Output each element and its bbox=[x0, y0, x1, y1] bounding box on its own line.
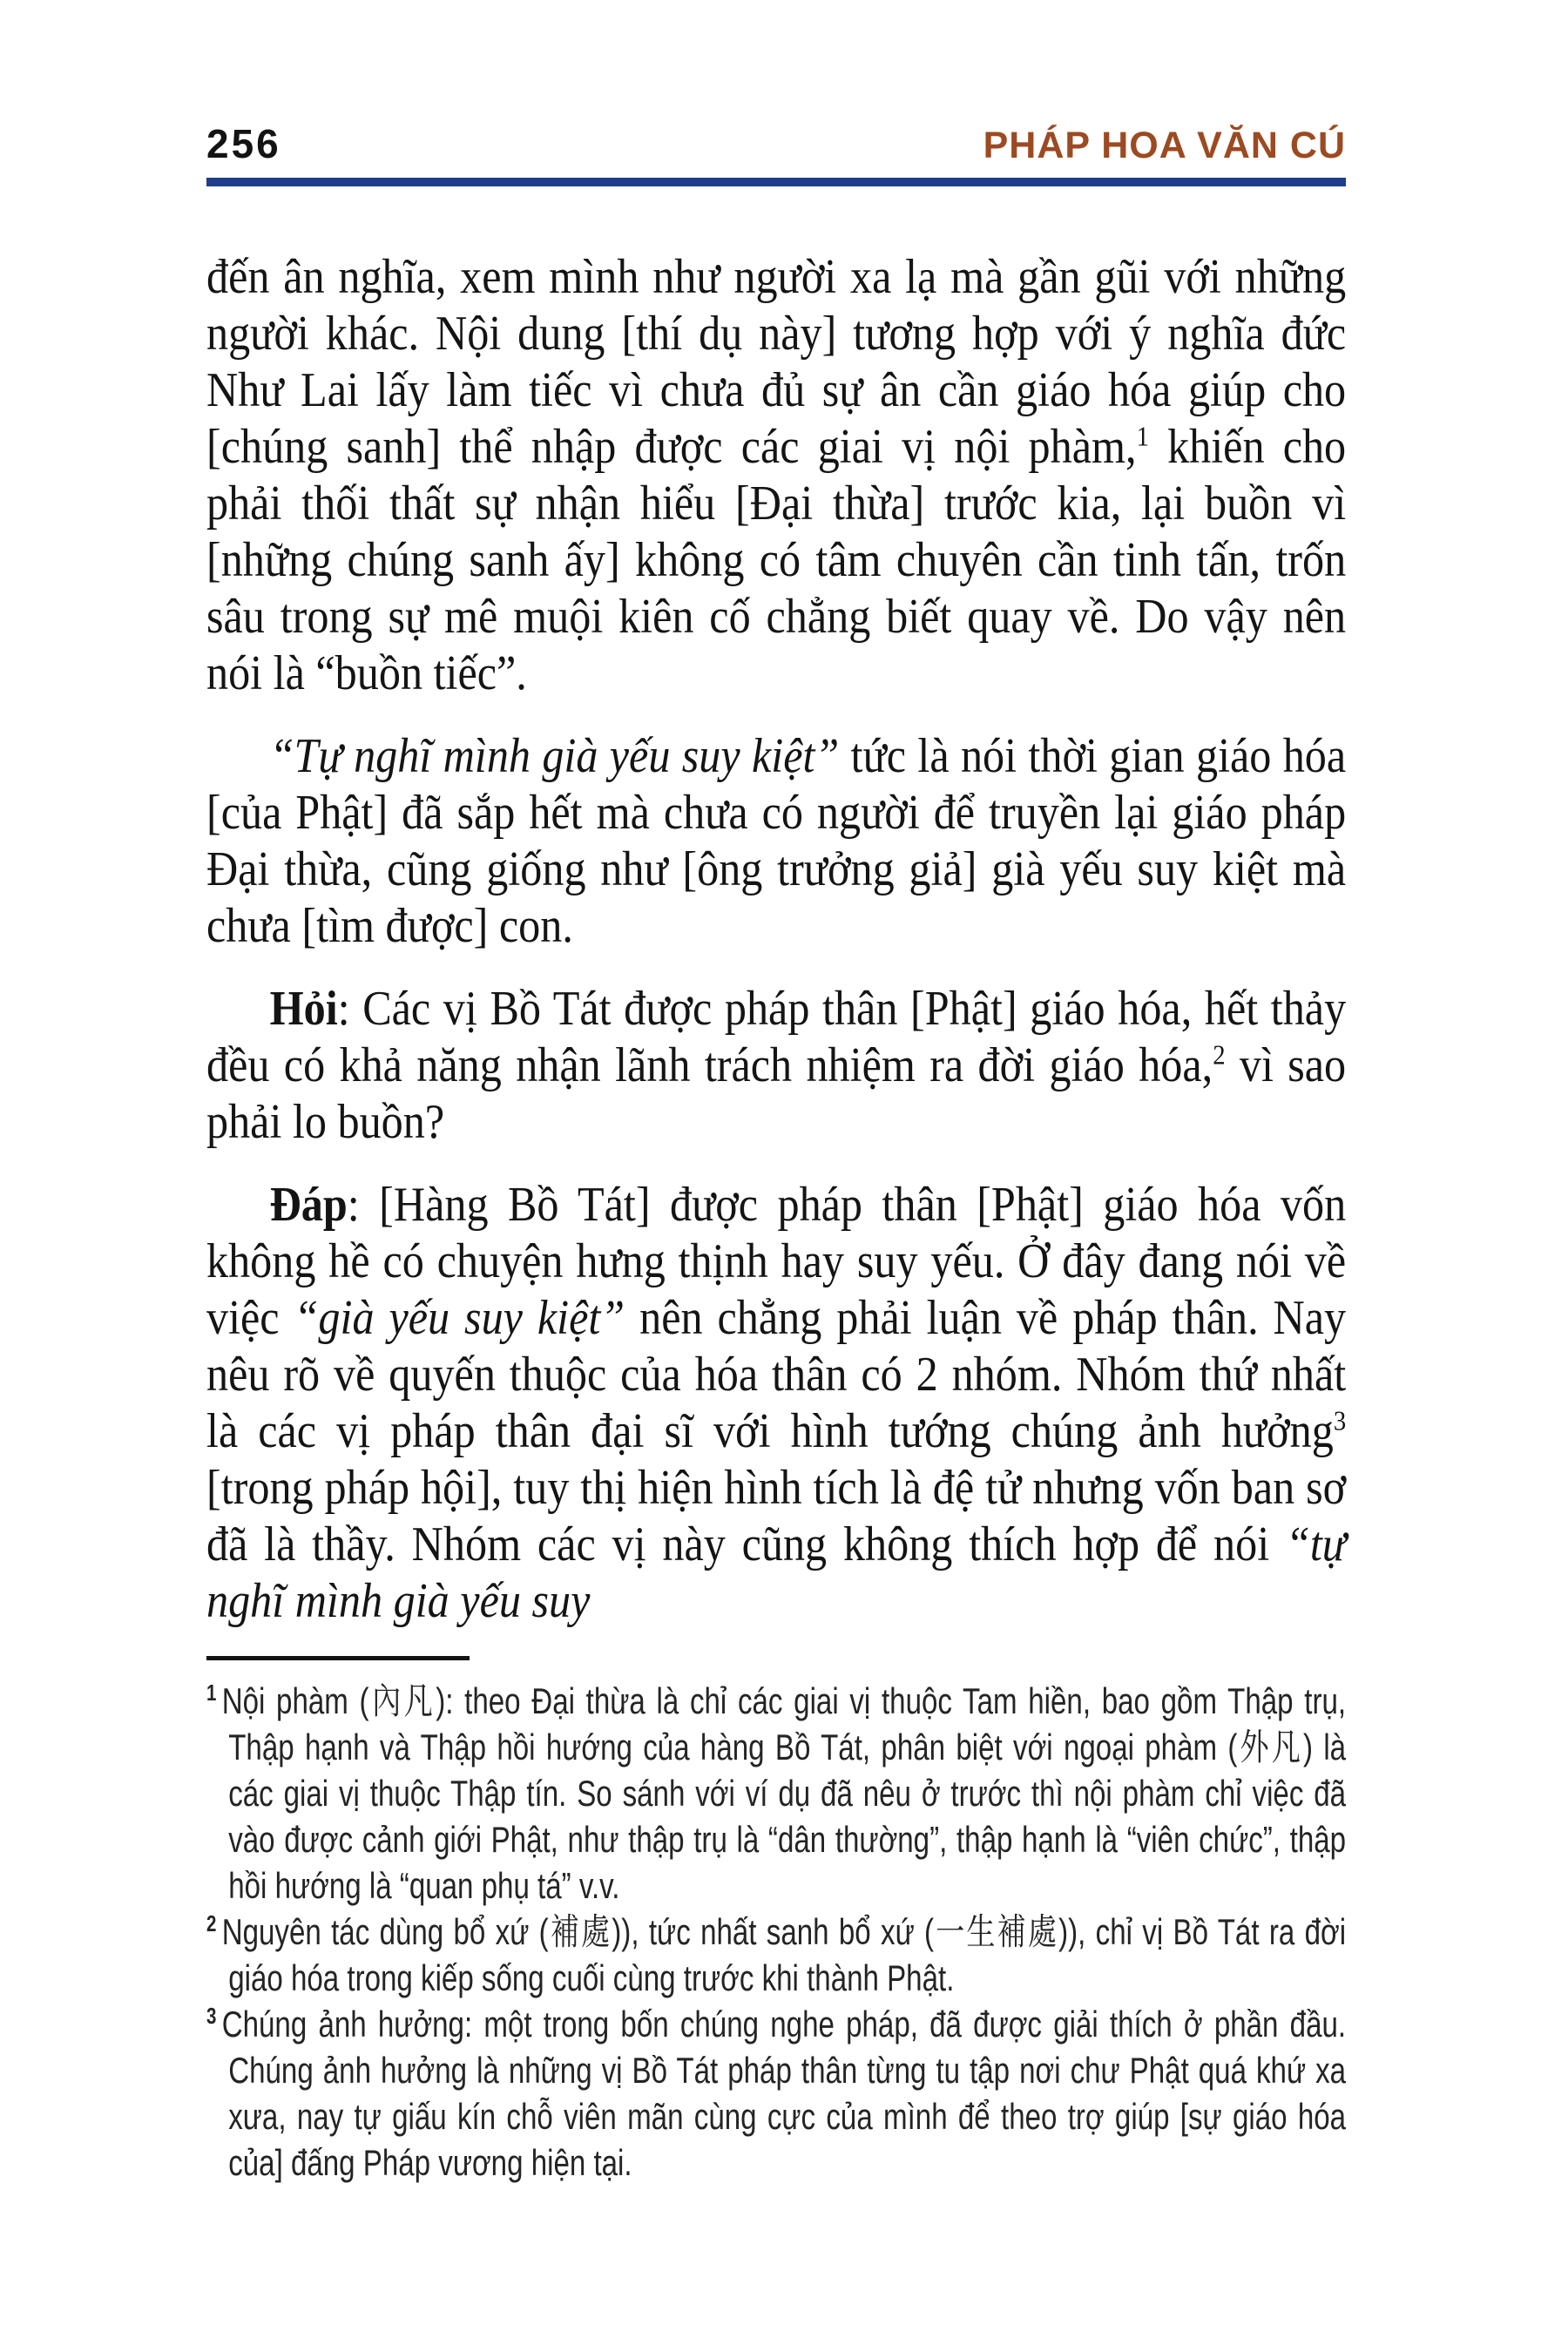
text-segment: khiến cho phải thối thất sự nhận hiểu [Đại thừa] trước kia, lại buồn vì [những chúng sanh ấy] không có tâm chuyên cần tinh tấn, trốn sâu trong sự mê muội kiên cố chẳng biết quay về. Do vậy nên nói là “buồn tiếc”. bbox=[206, 420, 1347, 700]
text-segment: : Các vị Bồ Tát được pháp thân [Phật] giáo hóa, hết thảy đều có khả năng nhận lãnh trách nhiệm ra đời giáo hóa, bbox=[206, 982, 1347, 1092]
footnote-1 bbox=[206, 1678, 1346, 1909]
text-segment: “tự nghĩ mình già yếu suy bbox=[206, 1517, 1347, 1628]
question-label: Hỏi bbox=[269, 982, 338, 1036]
paragraph-2 bbox=[206, 728, 1346, 955]
paragraph-3 bbox=[206, 981, 1346, 1151]
paragraph-1 bbox=[206, 249, 1346, 702]
footnote-ref-3: 3 bbox=[1333, 1404, 1347, 1436]
footnote-3 bbox=[206, 2001, 1346, 2186]
footnote-separator bbox=[206, 1656, 470, 1660]
paragraph-4 bbox=[206, 1177, 1346, 1630]
page-header-title: PHÁP HOA VĂN CÚ bbox=[983, 125, 1346, 166]
running-header bbox=[206, 121, 1346, 166]
footnote-text: Nội phàm (內凡): theo Đại thừa là chỉ các giai vị thuộc Tam hiền, bao gồm Thập trụ, Thập hạnh và Thập hồi hướng của hàng Bồ Tát, phân biệt với ngoại phàm (外凡) là các giai vị thuộc Thập tín. So sánh với ví dụ đã nêu ở trước thì nội phàm chỉ việc đã vào được cảnh giới Phật, như thập trụ là “dân thường”, thập hạnh là “viên chức”, thập hồi hướng là “quan phụ tá” v.v. bbox=[221, 1680, 1347, 1906]
footnote-text: Chúng ảnh hưởng: một trong bốn chúng nghe pháp, đã được giải thích ở phần đầu. Chúng ảnh hưởng là những vị Bồ Tát pháp thân từng tu tập nơi chư Phật quá khứ xa xưa, nay tự giấu kín chỗ viên mãn cùng cực của mình để theo trợ giúp [sự giáo hóa của] đấng Pháp vương hiện tại. bbox=[221, 2004, 1347, 2183]
page-number: 256 bbox=[206, 121, 281, 166]
footnotes-section bbox=[206, 1678, 1346, 2186]
header-rule bbox=[206, 178, 1346, 186]
text-segment: [trong pháp hội], tuy thị hiện hình tích là đệ tử nhưng vốn ban sơ đã là thầy. Nhóm các vị này cũng không thích hợp để nói bbox=[206, 1461, 1347, 1571]
footnote-text: Nguyên tác dùng bổ xứ (補處)), tức nhất sanh bổ xứ (一生補處)), chỉ vị Bồ Tát ra đời giáo hóa trong kiếp sống cuối cùng trước khi thành Phật. bbox=[221, 1911, 1347, 1998]
footnote-ref-1: 1 bbox=[1136, 420, 1149, 452]
answer-label: Đáp bbox=[269, 1178, 348, 1232]
text-segment: nên chẳng phải luận về pháp thân. Nay nêu rõ về quyến thuộc của hóa thân có 2 nhóm. Nhóm thứ nhất là các vị pháp thân đại sĩ với hình tướng chúng ảnh hưởng bbox=[206, 1291, 1347, 1458]
body-text bbox=[206, 249, 1346, 1630]
text-segment: đến ân nghĩa, xem mình như người xa lạ mà gần gũi với những người khác. Nội dung [thí dụ này] tương hợp với ý nghĩa đức Như Lai lấy làm tiếc vì chưa đủ sự ân cần giáo hóa giúp cho [chúng sanh] thể nhập được các giai vị nội phàm, bbox=[206, 250, 1347, 474]
footnote-marker: 3 bbox=[206, 2003, 217, 2029]
footnote-marker: 1 bbox=[206, 1680, 217, 1706]
footnote-ref-2: 2 bbox=[1213, 1038, 1226, 1071]
text-segment: : [Hàng Bồ Tát] được pháp thân [Phật] giáo hóa vốn không hề có chuyện hưng thịnh hay suy yếu. Ở đây đang nói về việc bbox=[206, 1178, 1347, 1345]
footnote-marker: 2 bbox=[206, 1910, 217, 1936]
text-segment: vì sao phải lo buồn? bbox=[206, 1038, 1347, 1149]
footnote-2 bbox=[206, 1909, 1346, 2001]
text-segment: tức là nói thời gian giáo hóa [của Phật] đã sắp hết mà chưa có người để truyền lại giáo pháp Đại thừa, cũng giống như [ông trưởng giả] già yếu suy kiệt mà chưa [tìm được] con. bbox=[206, 729, 1347, 953]
text-segment: “Tự nghĩ mình già yếu suy kiệt” bbox=[269, 729, 840, 783]
text-segment: “già yếu suy kiệt” bbox=[294, 1291, 625, 1345]
